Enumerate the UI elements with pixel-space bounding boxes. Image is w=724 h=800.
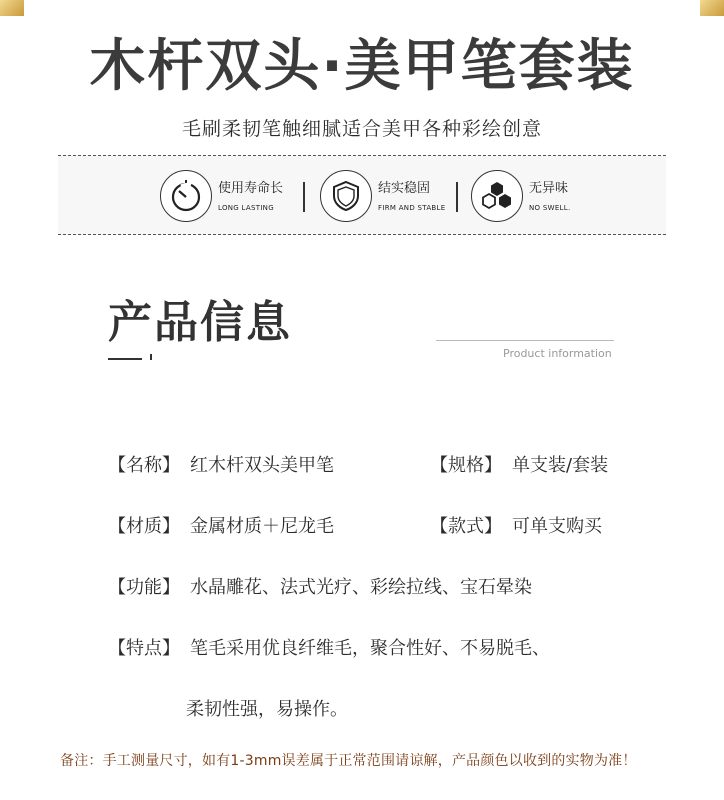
info-style: [430, 512, 602, 538]
footnote: 备注：手工测量尺寸，如有1-3mm误差属于正常范围请谅解，产品颜色以收到的实物为准！: [60, 753, 637, 769]
info-value: 水晶雕花、法式光疗、彩绘拉线、宝石晕染: [190, 577, 532, 598]
info-material: [108, 512, 334, 538]
info-label: 【特点】: [108, 638, 180, 659]
title-dot: [150, 354, 152, 360]
info-label: 【功能】: [108, 577, 180, 598]
feature-label: 使用寿命长: [218, 181, 284, 196]
title-underline: [108, 358, 142, 360]
info-value: 可单支购买: [512, 516, 602, 537]
info-label: 【名称】: [108, 455, 180, 476]
section-title: 产品信息: [108, 297, 292, 348]
info-value: 红木杆双头美甲笔: [190, 455, 334, 476]
stopwatch-icon: [160, 170, 212, 222]
feature-label: 结实稳固: [378, 181, 431, 196]
info-value: 单支装/套装: [512, 455, 609, 476]
feature-label-en: FIRM AND STABLE: [378, 204, 446, 212]
gold-corner-right: [700, 0, 724, 16]
divider: [303, 182, 305, 212]
feature-firm-stable: [320, 170, 445, 222]
feature-no-odor: [471, 170, 570, 222]
info-value: 柔韧性强，易操作。: [186, 699, 348, 720]
info-value: 金属材质＋尼龙毛: [190, 516, 334, 537]
shield-icon: [320, 170, 372, 222]
feature-label-en: NO SWELL.: [529, 204, 571, 212]
info-function: [108, 573, 532, 599]
feature-long-lasting: [160, 170, 283, 222]
info-spec: [430, 451, 608, 477]
info-feature: [108, 634, 550, 660]
section-divider-line: [436, 340, 614, 341]
subtitle: 毛刷柔韧笔触细腻适合美甲各种彩绘创意: [181, 118, 542, 140]
feature-bar: [58, 155, 666, 235]
info-value: 笔毛采用优良纤维毛，聚合性好、不易脱毛、: [190, 638, 550, 659]
main-title: 木杆双头·美甲笔套装: [89, 34, 635, 99]
divider: [456, 182, 458, 212]
hexagon-cluster-icon: [471, 170, 523, 222]
feature-label-en: LONG LASTING: [218, 204, 274, 212]
gold-corner-left: [0, 0, 24, 16]
info-feature-cont: [186, 695, 348, 721]
section-subtitle: Product information: [503, 347, 612, 360]
info-label: 【款式】: [430, 516, 502, 537]
info-label: 【规格】: [430, 455, 502, 476]
info-name: [108, 451, 334, 477]
feature-label: 无异味: [529, 181, 569, 196]
info-label: 【材质】: [108, 516, 180, 537]
